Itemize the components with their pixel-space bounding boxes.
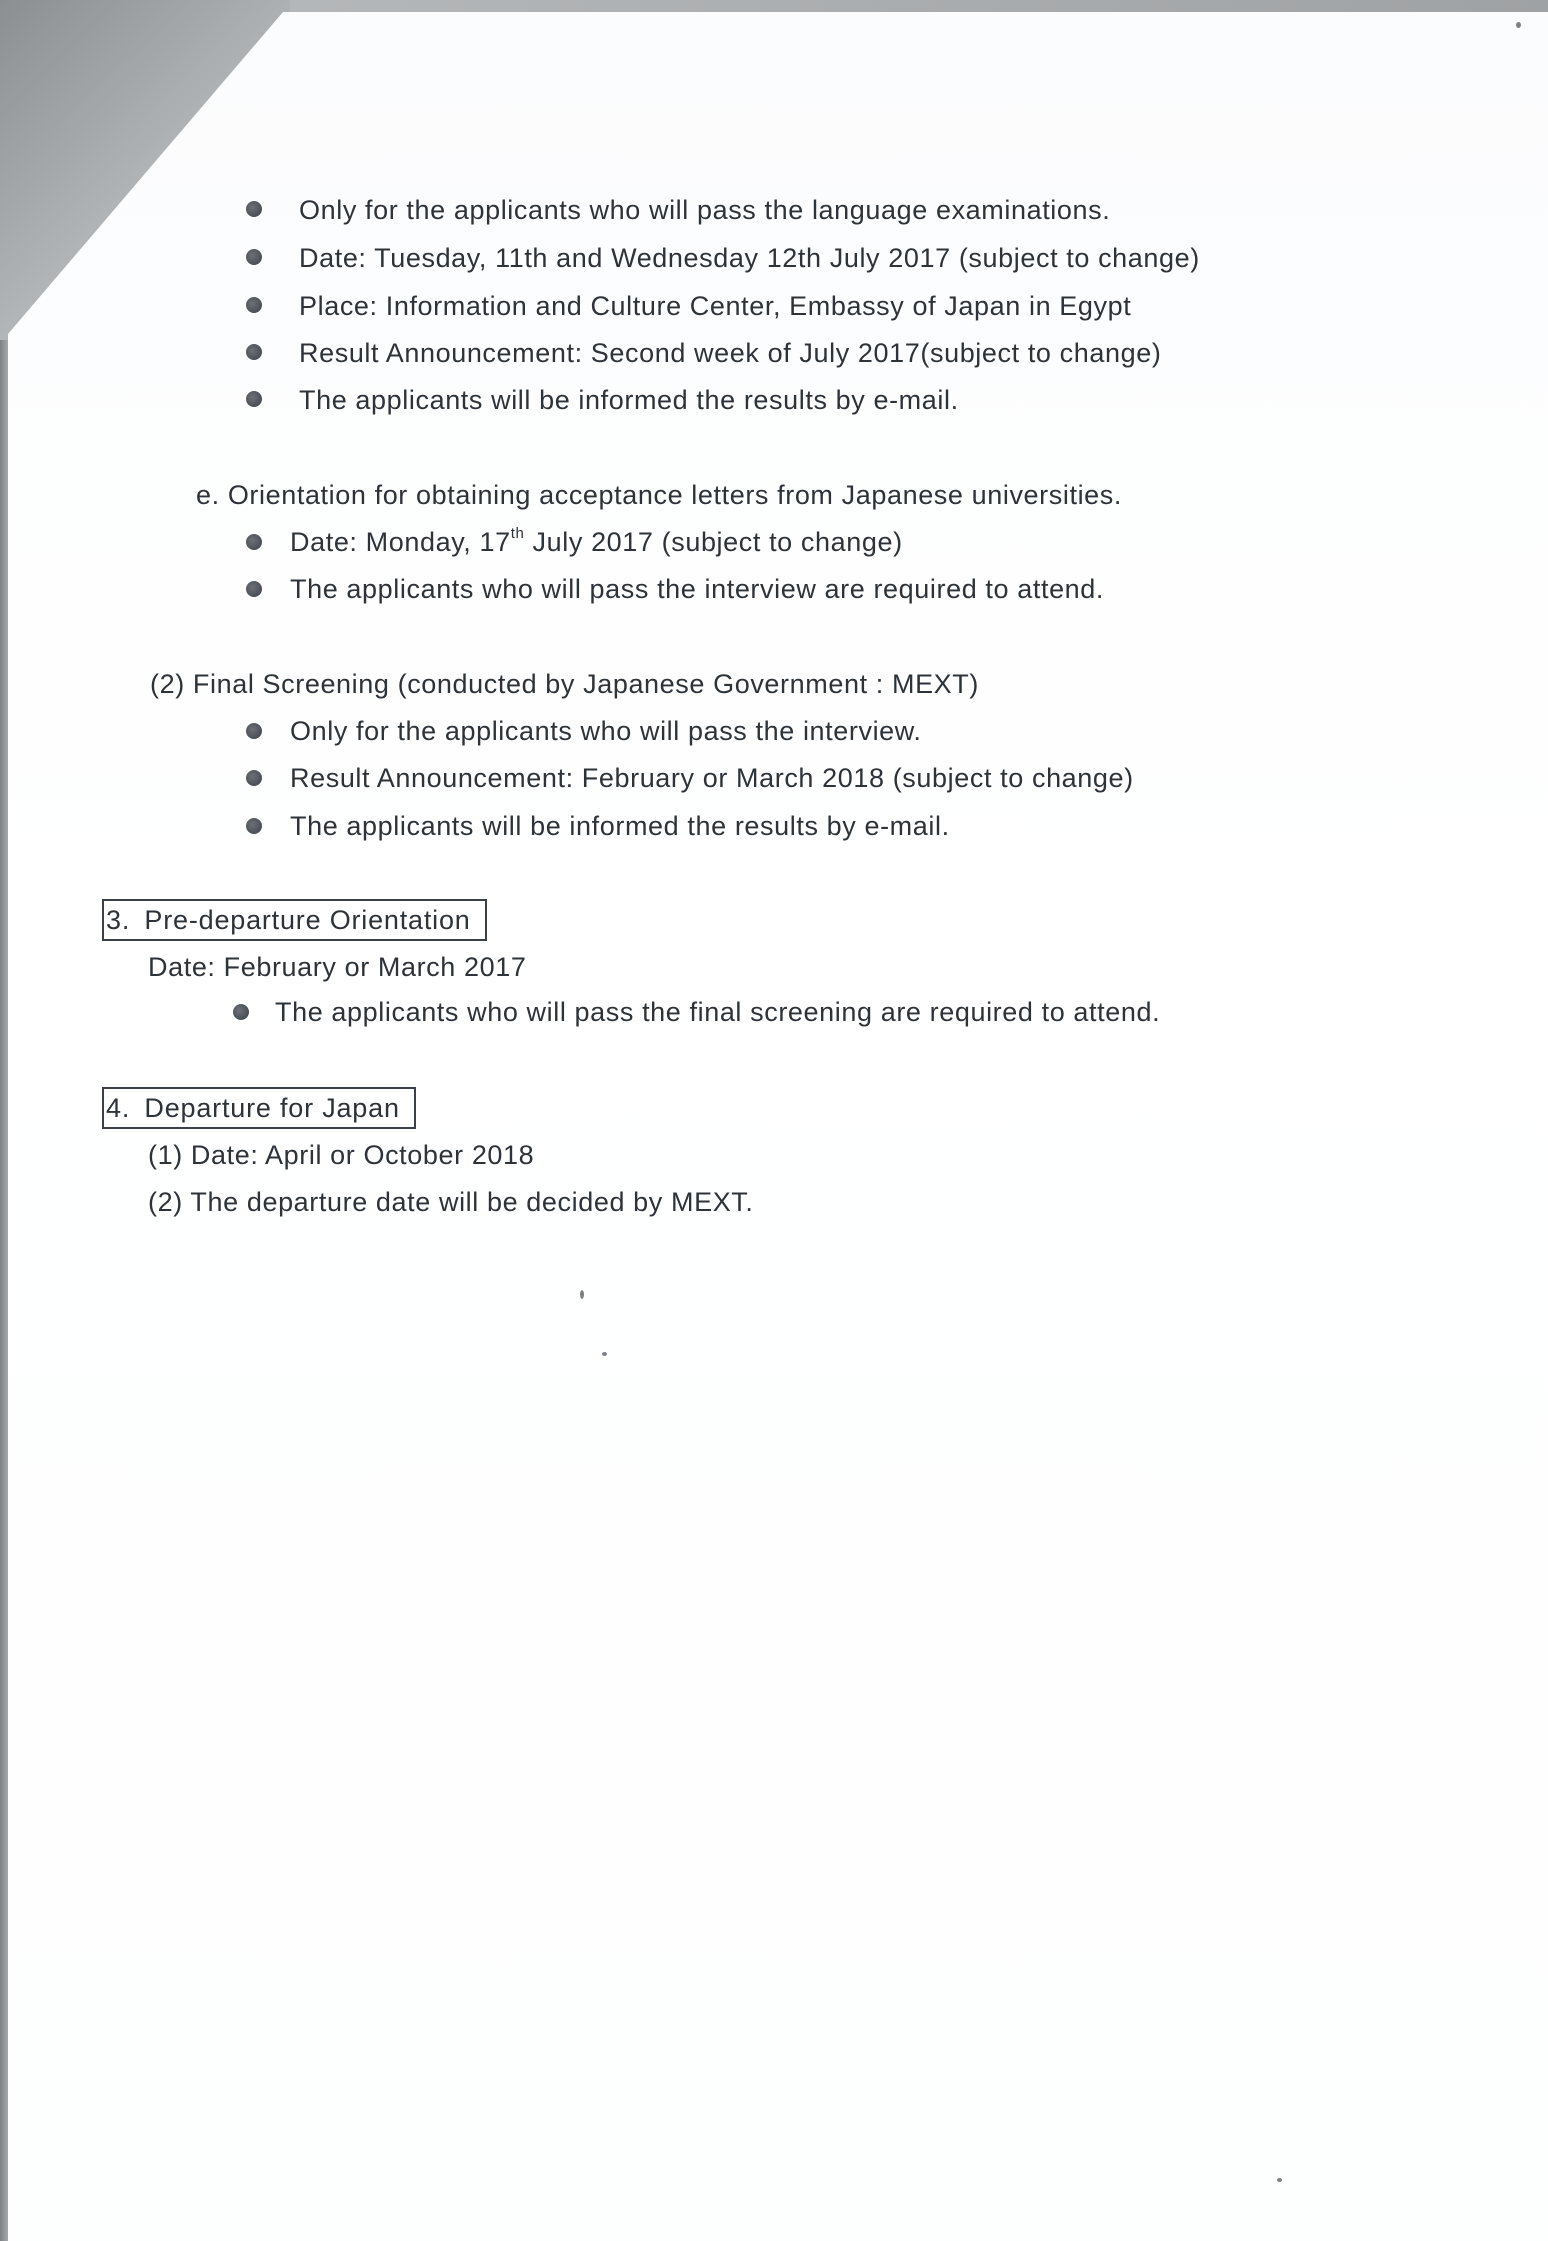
section-3-date: Date: February or March 2017 [148, 952, 527, 982]
bullet-icon [246, 297, 262, 313]
section-4-title: 4. Departure for Japan [102, 1087, 416, 1129]
final-screening-heading: (2) Final Screening (conducted by Japanese Government : MEXT) [150, 669, 979, 699]
section-3-title: 3. Pre-departure Orientation [102, 899, 487, 941]
list-item: The applicants will be informed the results by e-mail. [299, 385, 959, 415]
bullet-icon [246, 201, 262, 217]
orientation-date-sup: th [510, 525, 525, 542]
bullet-icon [246, 818, 262, 834]
bullet-icon [246, 391, 262, 407]
list-item: The applicants who will pass the interview are required to attend. [290, 574, 1105, 604]
orientation-date-suffix: July 2017 (subject to change) [524, 527, 903, 557]
section-4-item-2: (2) The departure date will be decided by MEXT. [148, 1187, 754, 1217]
bullet-icon [246, 581, 262, 597]
list-item: Date: Tuesday, 11th and Wednesday 12th July 2017 (subject to change) [299, 243, 1200, 273]
bullet-icon [246, 534, 262, 550]
bullet-icon [246, 344, 262, 360]
bullet-icon [246, 723, 262, 739]
list-item: The applicants will be informed the results by e-mail. [290, 811, 950, 841]
section-4-item-1: (1) Date: April or October 2018 [148, 1140, 535, 1170]
list-item: Result Announcement: Second week of July 2017(subject to change) [299, 338, 1162, 368]
orientation-heading: e. Orientation for obtaining acceptance letters from Japanese universities. [196, 480, 1122, 510]
list-item: Place: Information and Culture Center, Embassy of Japan in Egypt [299, 291, 1132, 321]
bullet-icon [233, 1004, 249, 1020]
scan-speck [580, 1290, 584, 1299]
bullet-icon [246, 770, 262, 786]
scan-speck [1277, 2178, 1282, 2182]
scan-speck [1516, 22, 1521, 28]
orientation-date-prefix: Date: Monday, 17 [290, 527, 511, 557]
scan-speck [602, 1352, 607, 1356]
list-item: Only for the applicants who will pass the interview. [290, 716, 922, 746]
bullet-icon [246, 249, 262, 265]
orientation-date [290, 525, 903, 559]
list-item: Only for the applicants who will pass the language examinations. [299, 195, 1111, 225]
list-item: The applicants who will pass the final screening are required to attend. [275, 997, 1161, 1027]
list-item: Result Announcement: February or March 2018 (subject to change) [290, 763, 1134, 793]
